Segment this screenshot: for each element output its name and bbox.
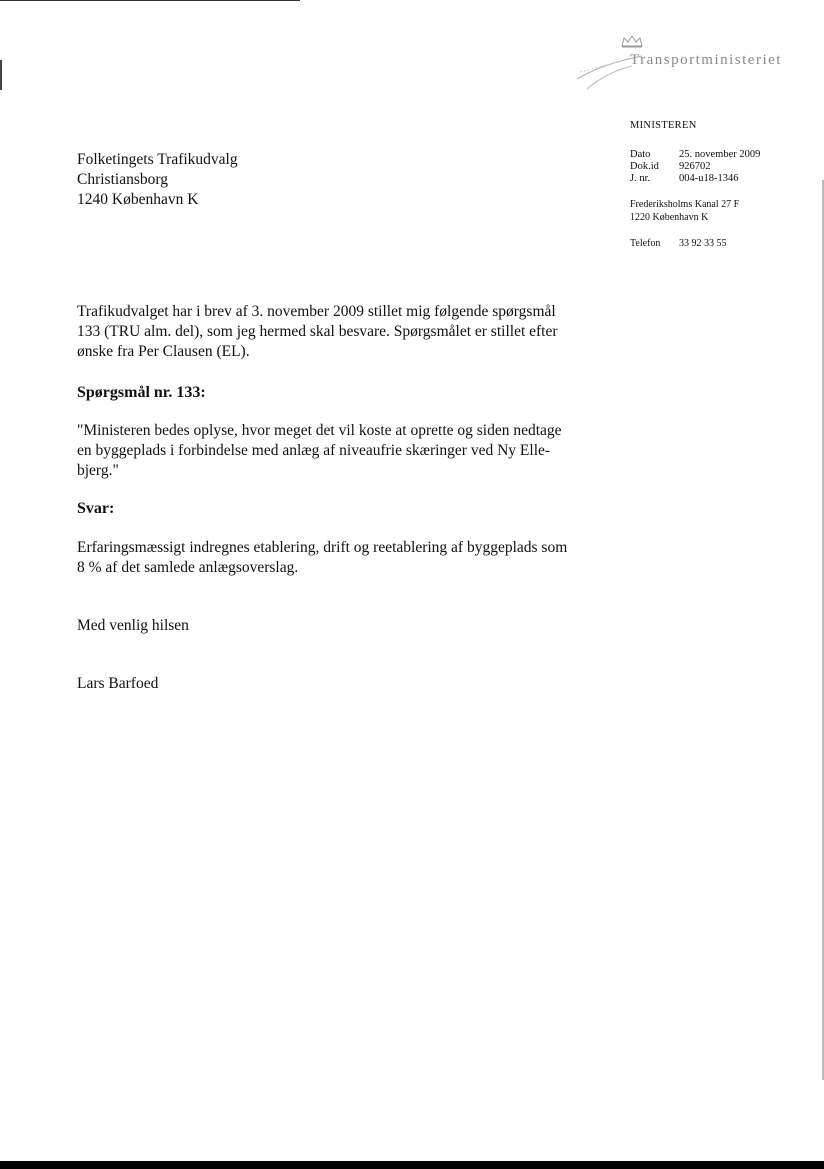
scan-mark-left	[0, 60, 2, 90]
meta-label: J. nr.	[630, 173, 651, 184]
question-heading: Spørgsmål nr. 133:	[77, 384, 206, 401]
signature: Lars Barfoed	[77, 675, 159, 692]
answer-paragraph	[77, 538, 597, 578]
question-line: "Ministeren bedes oplyse, hvor meget det vil koste at oprette og siden nedtage	[77, 422, 562, 439]
question-paragraph	[77, 421, 597, 481]
answer-line: Erfaringsmæssigt indregnes etablering, drift og reetablering af byggeplads som	[77, 539, 568, 556]
ministry-logo	[572, 34, 802, 98]
phone-value: 33 92 33 55	[679, 238, 727, 249]
recipient-address	[77, 150, 238, 210]
meta-value: 926702	[679, 161, 711, 172]
phone-label: Telefon	[630, 238, 661, 249]
meta-value: 25. november 2009	[679, 149, 761, 160]
address-line: 1220 København K	[630, 211, 709, 223]
intro-line: Trafikudvalget har i brev af 3. november 2009 stillet mig følgende spørgsmål	[77, 303, 556, 320]
meta-row-journal	[630, 173, 760, 185]
sender-title: MINISTEREN	[630, 120, 697, 131]
scan-edge-bottom	[0, 1161, 824, 1169]
closing: Med venlig hilsen	[77, 617, 189, 634]
document-meta	[630, 149, 760, 185]
intro-line: ønske fra Per Clausen (EL).	[77, 343, 250, 360]
intro-line: 133 (TRU alm. del), som jeg hermed skal besvare. Spørgsmålet er stillet efter	[77, 323, 558, 340]
meta-label: Dato	[630, 149, 651, 160]
meta-row-date	[630, 149, 760, 161]
recipient-line: Christiansborg	[77, 171, 168, 188]
answer-line: 8 % af det samlede anlægsoverslag.	[77, 559, 299, 576]
sender-phone	[630, 238, 727, 249]
question-line: bjerg."	[77, 462, 119, 479]
meta-label: Dok.id	[630, 161, 659, 172]
answer-heading: Svar:	[77, 500, 115, 517]
logo-wordmark: Transportministeriet	[630, 52, 782, 68]
recipient-line: 1240 København K	[77, 191, 199, 208]
scan-edge-top	[0, 0, 300, 1]
intro-paragraph	[77, 302, 597, 362]
recipient-line: Folketingets Trafikudvalg	[77, 151, 238, 168]
meta-row-docid	[630, 161, 760, 173]
address-line: Frederiksholms Kanal 27 F	[630, 199, 740, 210]
question-line: en byggeplads i forbindelse med anlæg af niveaufrie skæringer ved Ny Elle-	[77, 442, 551, 459]
sender-address	[630, 199, 739, 224]
meta-value: 004-u18-1346	[679, 173, 739, 184]
